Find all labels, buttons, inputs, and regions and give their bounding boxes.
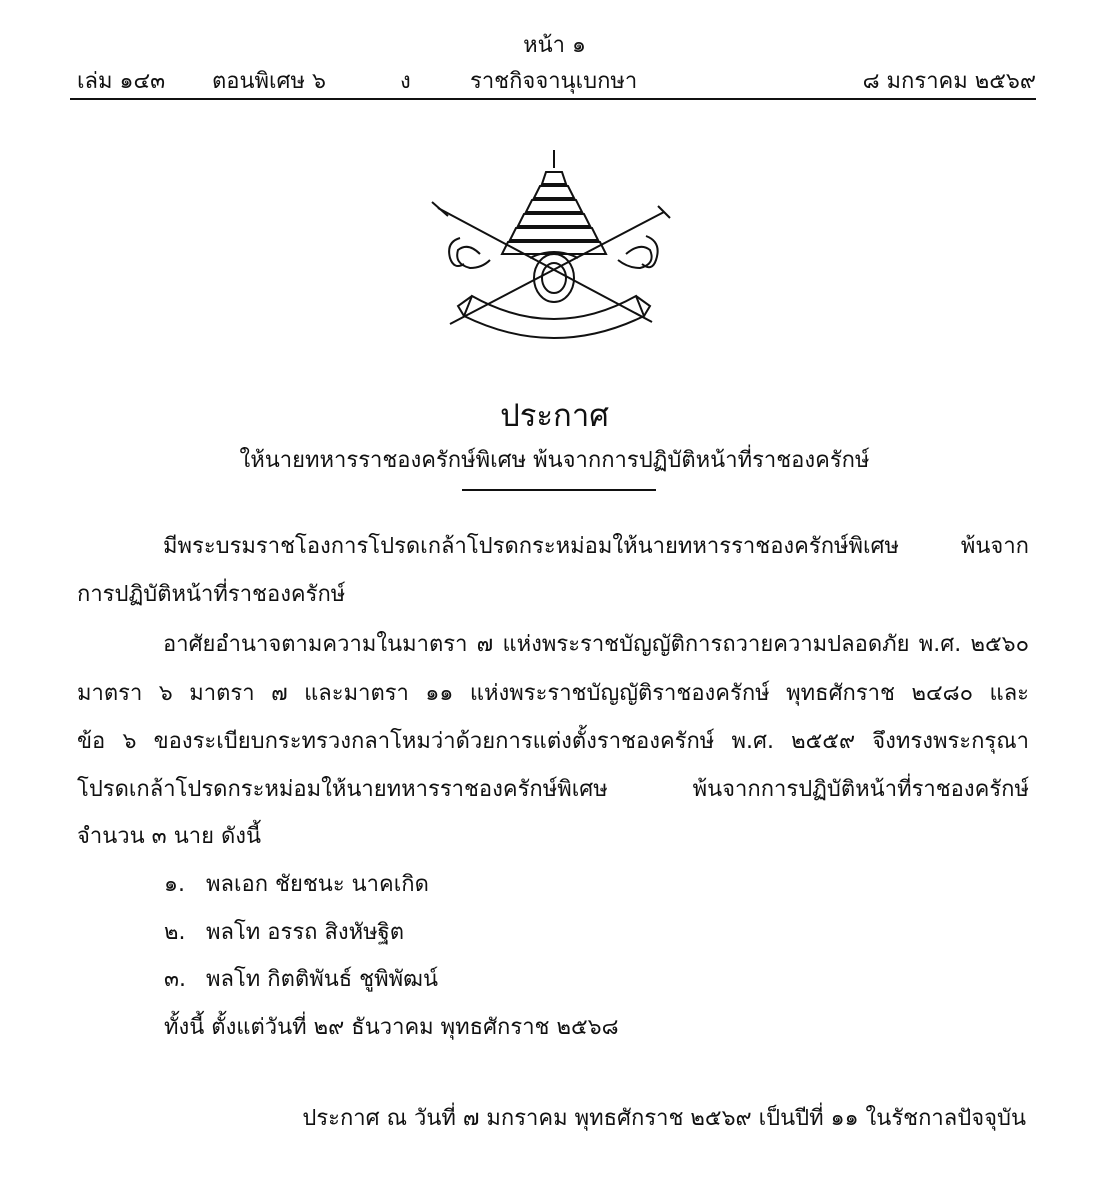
header-divider (70, 98, 1036, 100)
announcement-title: ประกาศ (500, 398, 609, 434)
body-line: อาศัยอำนาจตามความในมาตรา ๗ แห่งพระราชบัญญัติการถวายความปลอดภัย พ.ศ. ๒๕๖๐ (163, 632, 1029, 657)
volume-number: เล่ม ๑๔๓ (77, 69, 166, 94)
body-line: มีพระบรมราชโองการโปรดเกล้าโปรดกระหม่อมให้นายทหารราชองครักษ์พิเศษ พ้นจาก (163, 534, 1029, 559)
officer-name: พลโท อรรถ สิงหัษฐิต (206, 920, 405, 945)
section-part: ง (400, 69, 411, 94)
page-number: หน้า ๑ (523, 33, 586, 58)
body-line: ข้อ ๖ ของระเบียบกระทรวงกลาโหมว่าด้วยการแต่งตั้งราชองครักษ์ พ.ศ. ๒๕๕๙ จึงทรงพระกรุณา (77, 729, 1029, 754)
officer-name: พลเอก ชัยชนะ นาคเกิด (206, 872, 429, 897)
royal-seal-emblem (420, 146, 680, 356)
announcement-subtitle: ให้นายทหารราชองครักษ์พิเศษ พ้นจากการปฏิบัติหน้าที่ราชองครักษ์ (239, 448, 870, 473)
effective-date: ทั้งนี้ ตั้งแต่วันที่ ๒๙ ธันวาคม พุทธศักราช ๒๕๖๘ (164, 1015, 619, 1040)
title-divider (462, 489, 656, 491)
body-line: การปฏิบัติหน้าที่ราชองครักษ์ (77, 582, 346, 607)
list-item-number: ๓. (164, 967, 187, 992)
closing-statement: ประกาศ ณ วันที่ ๗ มกราคม พุทธศักราช ๒๕๖๙ เป็นปีที่ ๑๑ ในรัชกาลปัจจุบัน (302, 1106, 1026, 1131)
body-line: โปรดเกล้าโปรดกระหม่อมให้นายทหารราชองครักษ์พิเศษ พ้นจากการปฏิบัติหน้าที่ราชองครักษ์ (77, 777, 1029, 802)
officer-name: พลโท กิตติพันธ์ ชูพิพัฒน์ (206, 967, 438, 992)
body-line: มาตรา ๖ มาตรา ๗ และมาตรา ๑๑ แห่งพระราชบัญญัติราชองครักษ์ พุทธศักราช ๒๔๘๐ และ (77, 681, 1029, 706)
publication-date: ๘ มกราคม ๒๕๖๙ (862, 69, 1036, 94)
gazette-name: ราชกิจจานุเบกษา (470, 69, 638, 94)
list-item-number: ๑. (164, 872, 185, 897)
special-section: ตอนพิเศษ ๖ (212, 69, 326, 94)
list-item-number: ๒. (164, 920, 186, 945)
body-line: จำนวน ๓ นาย ดังนี้ (77, 824, 262, 849)
